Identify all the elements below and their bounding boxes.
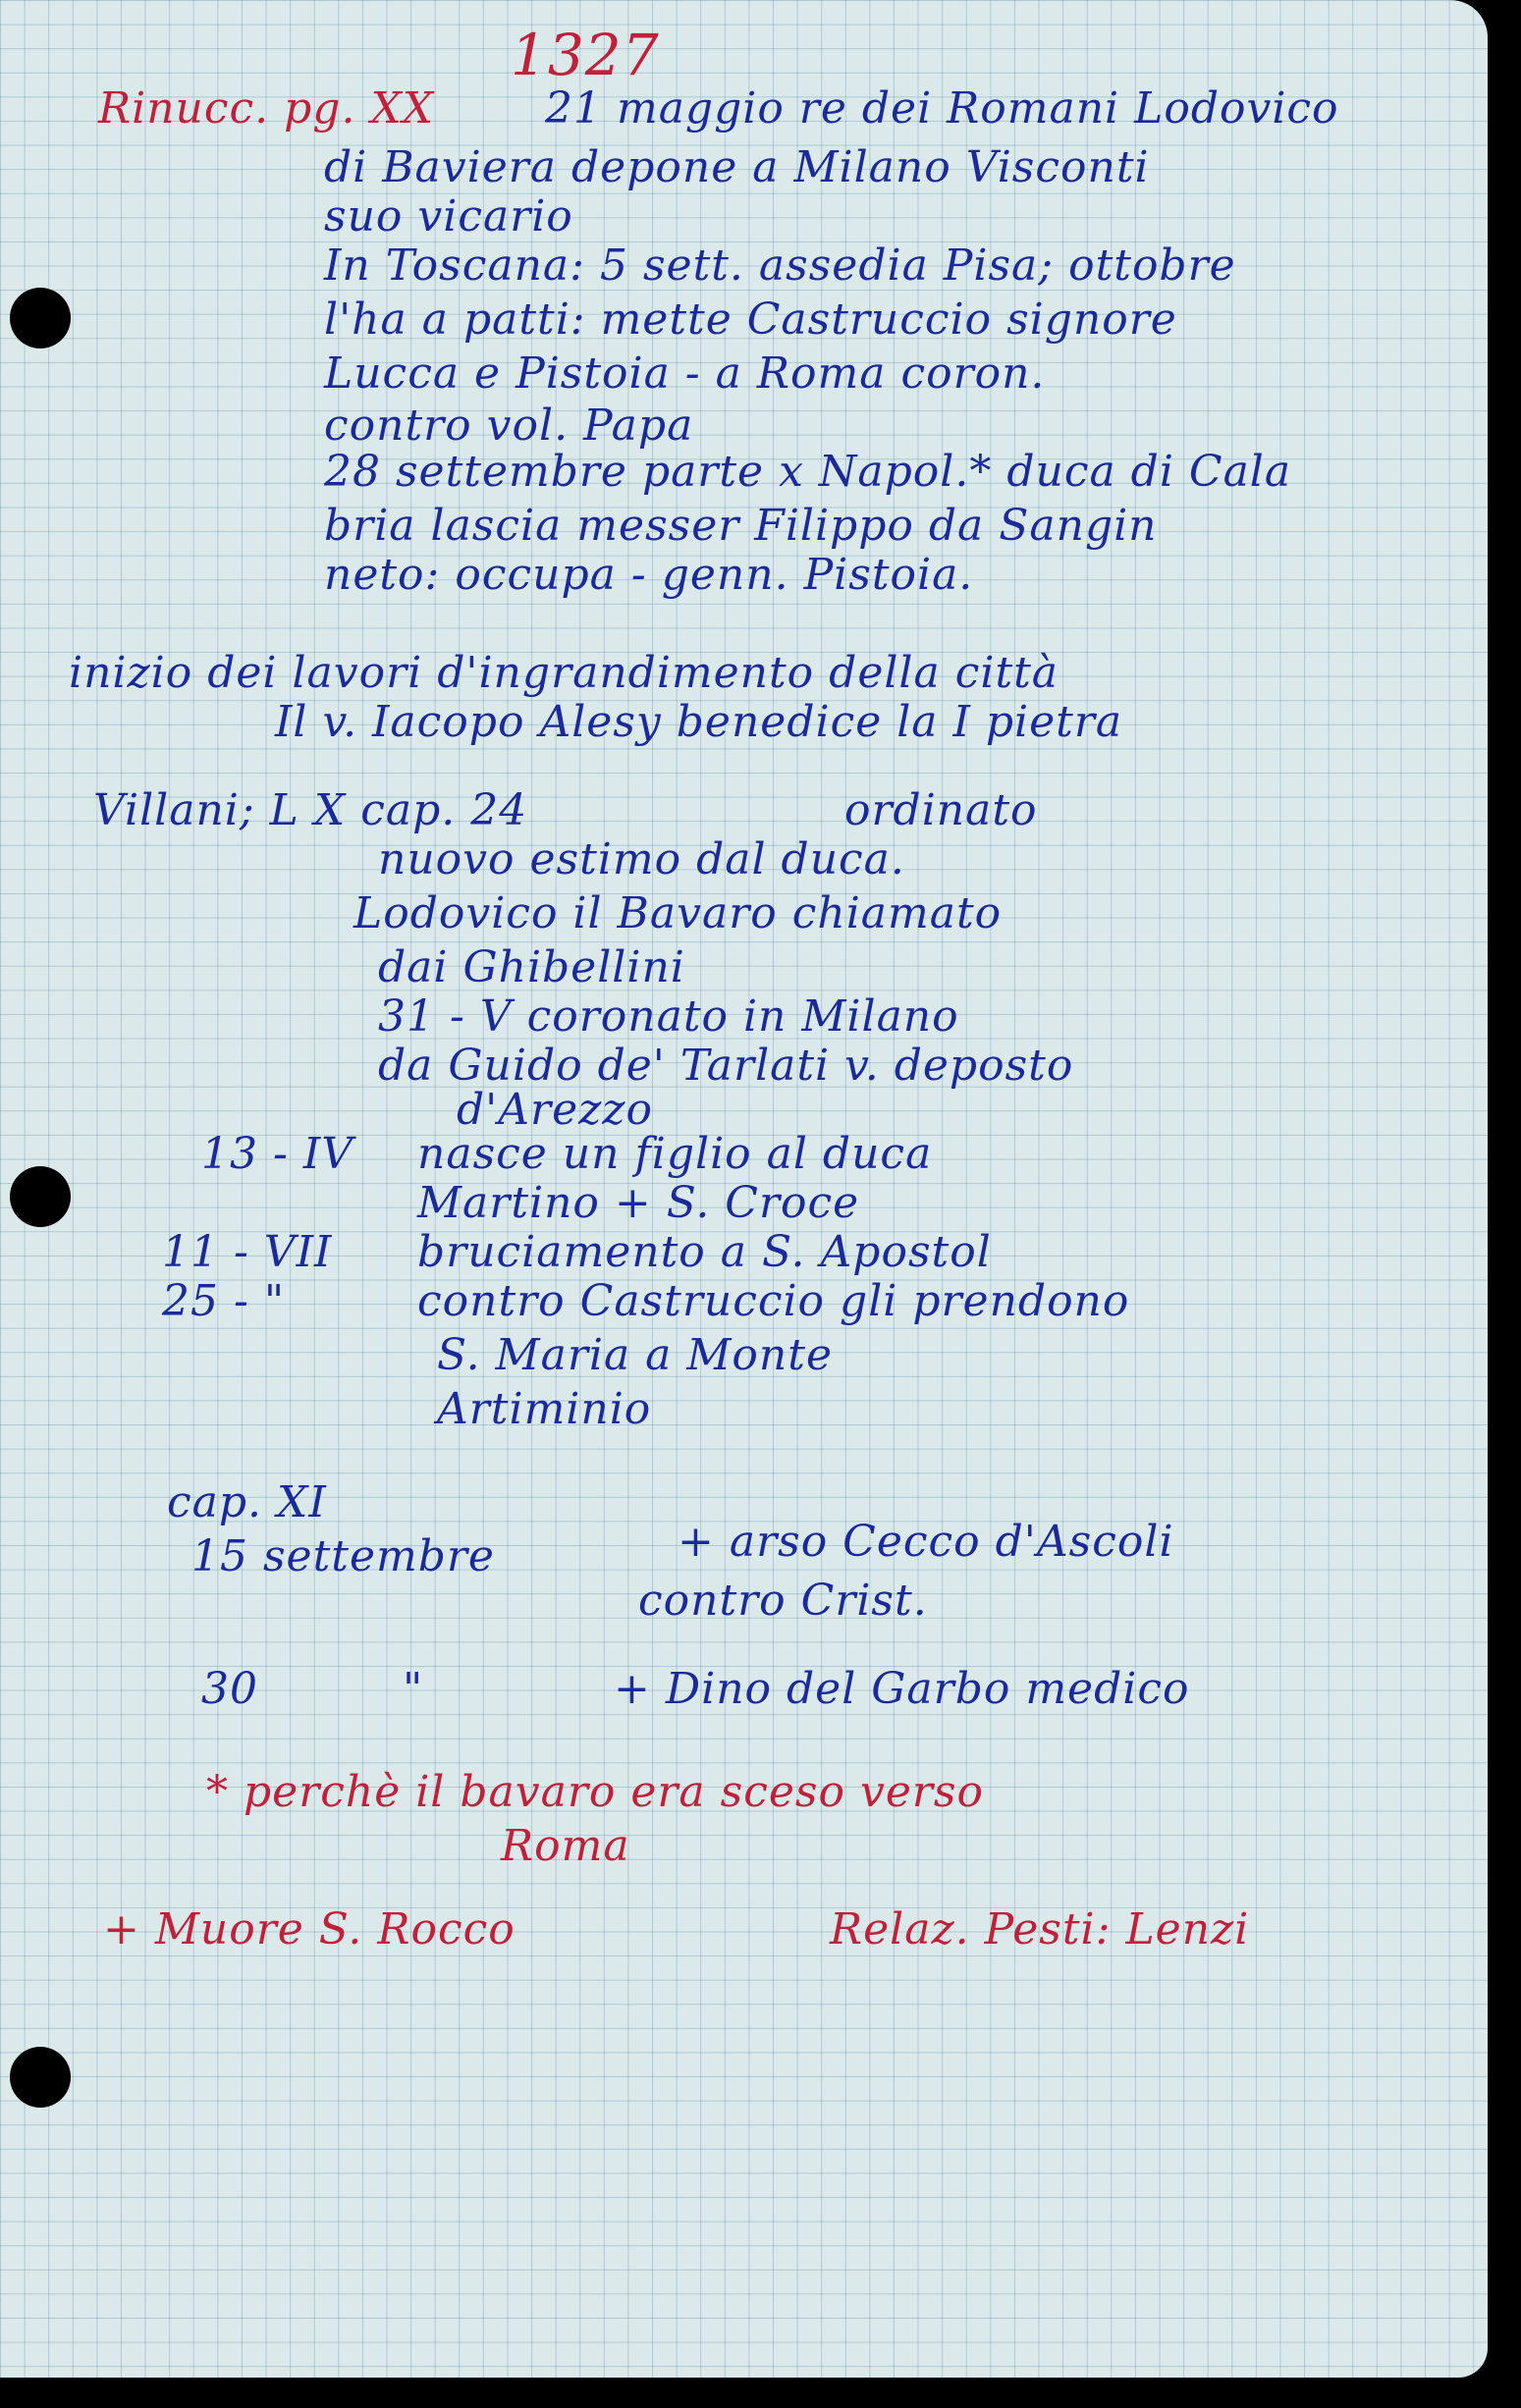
entry-date: 25 - " [162,1276,286,1326]
note-line: d'Arezzo [457,1085,653,1135]
footnote-line: Roma [501,1821,630,1871]
entry-date: 13 - IV [201,1129,353,1179]
note-line: bruciamento a S. Apostol [417,1227,992,1277]
footnote-line: + Muore S. Rocco [103,1904,516,1954]
note-line: suo vicario [324,191,573,241]
note-line: ordinato [844,785,1038,835]
note-line: neto: occupa - genn. Pistoia. [324,550,974,600]
entry-date: 30 [201,1664,258,1714]
note-line: S. Maria a Monte [437,1330,833,1380]
note-line: 21 maggio re dei Romani Lodovico [545,83,1339,134]
note-line: nuovo estimo dal duca. [378,834,905,884]
note-line: In Toscana: 5 sett. assedia Pisa; ottobre [324,241,1236,291]
ditto-mark: " [403,1664,424,1714]
note-line: nasce un figlio al duca [417,1129,933,1179]
source-reference: cap. XI [167,1477,327,1527]
note-line: Lodovico il Bavaro chiamato [353,888,1003,938]
note-line: da Guido de' Tarlati v. deposto [378,1041,1074,1091]
note-line: contro vol. Papa [324,401,694,451]
note-line: di Baviera depone a Milano Visconti [324,142,1150,192]
binder-hole-middle [10,1166,71,1227]
page-number: 1327 [511,22,660,88]
note-line: Il v. Iacopo Alesy benedice la I pietra [275,697,1123,747]
note-line: dai Ghibellini [378,942,685,992]
entry-date: 15 settembre [191,1531,495,1581]
note-line: l'ha a patti: mette Castruccio signore [324,294,1177,345]
note-line: + arso Cecco d'Ascoli [678,1517,1174,1567]
note-line: inizio dei lavori d'ingrandimento della città [69,648,1059,698]
binder-hole-bottom [10,2047,71,2108]
note-line: Martino + S. Croce [417,1178,860,1228]
source-reference: Rinucc. pg. XX [98,83,435,134]
note-line: contro Castruccio gli prendono [417,1276,1130,1326]
source-reference: Villani; L X cap. 24 [93,785,528,835]
footnote-line: * perchè il bavaro era sceso verso [206,1767,984,1817]
entry-date: 11 - VII [162,1227,333,1277]
footnote-line: Relaz. Pesti: Lenzi [830,1904,1250,1954]
note-line: 28 settembre parte x Napol.* duca di Cala [324,447,1292,497]
note-line: bria lascia messer Filippo da Sangin [324,501,1158,551]
note-line: + Dino del Garbo medico [614,1664,1190,1714]
note-line: Artiminio [437,1384,652,1434]
binder-hole-top [10,288,71,348]
note-line: contro Crist. [638,1576,928,1626]
note-line: 31 - V coronato in Milano [378,991,959,1042]
note-line: Lucca e Pistoia - a Roma coron. [324,348,1046,399]
